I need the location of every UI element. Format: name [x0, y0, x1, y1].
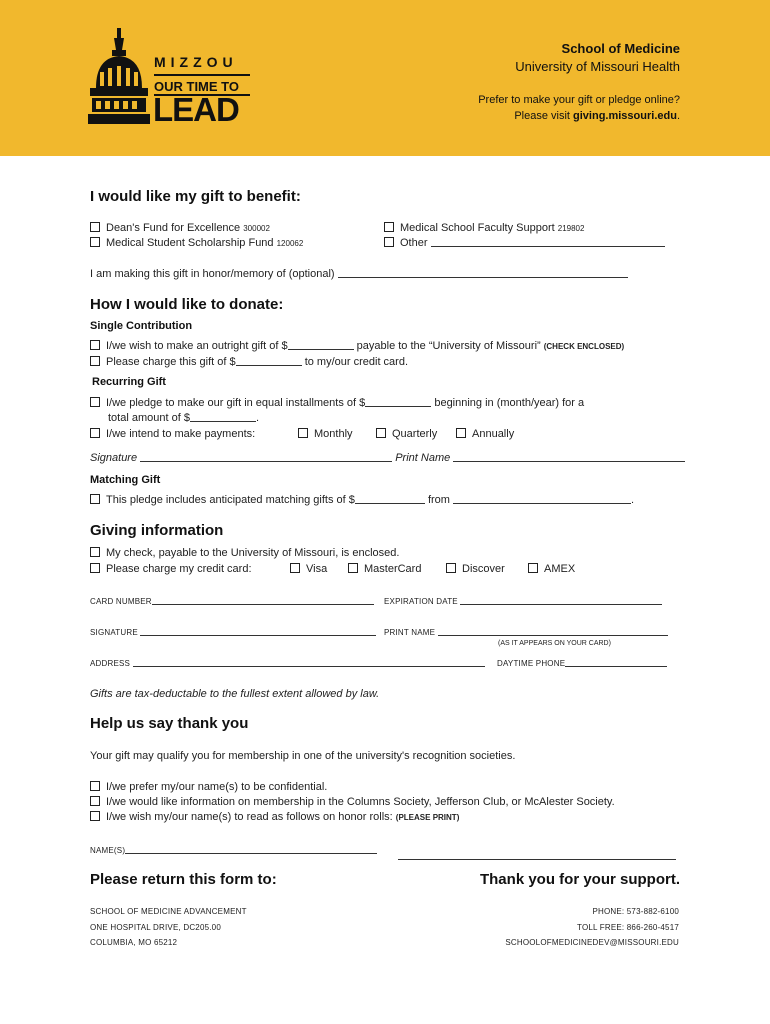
amex-label: AMEX	[544, 563, 576, 575]
visa-option[interactable]	[290, 563, 327, 575]
matching-amount-field[interactable]	[355, 494, 425, 504]
fund-code: 219802	[557, 224, 585, 233]
pledge-option[interactable]	[90, 397, 584, 409]
pledge-begin-label: beginning in (month/year) for a	[434, 397, 585, 409]
mastercard-label: MasterCard	[364, 563, 422, 575]
other-fund-field[interactable]	[431, 237, 665, 247]
pledge-label: I/we pledge to make our gift in equal installments of $	[106, 397, 366, 409]
thank-support-heading: Thank you for your support.	[479, 871, 680, 888]
checkbox[interactable]	[290, 563, 300, 573]
recurring-gift-heading: Recurring Gift	[92, 376, 166, 388]
donate-heading: How I would like to donate:	[90, 296, 284, 313]
payment-frequency-row	[90, 428, 255, 440]
daytime-phone-field[interactable]	[565, 659, 667, 667]
mastercard-option[interactable]	[348, 563, 421, 575]
fund-deans-option[interactable]	[90, 222, 270, 234]
expiration-label: EXPIRATION DATE	[384, 597, 458, 606]
names-field[interactable]	[125, 846, 377, 854]
outright-gift-option[interactable]	[90, 340, 624, 352]
checkbox[interactable]	[90, 781, 100, 791]
matching-gift-heading: Matching Gift	[90, 474, 161, 486]
contact-phone: PHONE: 573-882-6100	[592, 907, 679, 916]
checkbox[interactable]	[384, 222, 394, 232]
honor-line	[90, 268, 628, 280]
daytime-phone-row	[497, 659, 667, 668]
outright-payable: payable to the “University of Missouri”	[356, 340, 541, 352]
checkbox[interactable]	[348, 563, 358, 573]
matching-gift-option[interactable]	[90, 494, 634, 506]
discover-option[interactable]	[446, 563, 505, 575]
membership-info-label: I/we would like information on membership in the Columns Society, Jefferson Club, or McAlester Society.	[106, 796, 615, 808]
amex-option[interactable]	[528, 563, 575, 575]
fund-faculty-option[interactable]	[384, 222, 584, 234]
tax-note: Gifts are tax-deductable to the fullest extent allowed by law.	[90, 688, 380, 700]
school-name: School of Medicine	[561, 41, 680, 56]
charge-amount-field[interactable]	[236, 356, 302, 366]
checkbox[interactable]	[298, 428, 308, 438]
credit-card-option[interactable]	[90, 563, 252, 575]
checkbox[interactable]	[528, 563, 538, 573]
contact-tollfree: TOLL FREE: 866-260-4517	[577, 923, 679, 932]
confidential-label: I/we prefer my/our name(s) to be confidential.	[106, 781, 328, 793]
fund-scholarship-option[interactable]	[90, 237, 303, 249]
charge-suffix: to my/our credit card.	[304, 356, 409, 368]
single-contribution-heading: Single Contribution	[90, 320, 193, 332]
return-address-line1: SCHOOL OF MEDICINE ADVANCEMENT	[90, 907, 247, 916]
fund-label: Medical School Faculty Support	[400, 222, 555, 234]
expiration-field[interactable]	[460, 597, 662, 605]
card-print-name-row	[384, 628, 668, 637]
tagline-top: OUR TIME TO	[154, 79, 239, 94]
return-address-line2: ONE HOSPITAL DRIVE, DC205.00	[90, 923, 221, 932]
checkbox[interactable]	[90, 237, 100, 247]
fund-label: Medical Student Scholarship Fund	[106, 237, 274, 249]
discover-label: Discover	[462, 563, 505, 575]
fund-code: 300002	[243, 224, 270, 233]
expiration-row	[384, 597, 662, 606]
card-signature-field[interactable]	[140, 628, 376, 636]
contact-email-link[interactable]: SCHOOLOFMEDICINEDEV@MISSOURI.EDU	[505, 938, 679, 947]
intend-label: I/we intend to make payments:	[106, 428, 256, 440]
monthly-option[interactable]	[298, 428, 353, 440]
online-prompt	[478, 92, 680, 124]
fund-other-option[interactable]	[384, 237, 665, 249]
matching-label: This pledge includes anticipated matching gifts of $	[106, 494, 355, 506]
benefit-heading: I would like my gift to benefit:	[90, 188, 301, 205]
checkbox[interactable]	[446, 563, 456, 573]
names-field-2-wrap	[398, 846, 676, 864]
check-enclosed-option[interactable]	[90, 547, 399, 559]
address-field[interactable]	[133, 659, 485, 667]
fund-code: 120062	[276, 239, 304, 248]
pledge-signature-field[interactable]	[140, 452, 392, 462]
giving-info-heading: Giving information	[90, 522, 224, 539]
confidential-option[interactable]	[90, 781, 327, 793]
honor-field[interactable]	[338, 268, 628, 278]
annually-option[interactable]	[456, 428, 514, 440]
thank-you-heading: Help us say thank you	[90, 715, 249, 732]
checkbox[interactable]	[384, 237, 394, 247]
fund-label: Other	[400, 237, 428, 249]
checkbox[interactable]	[90, 222, 100, 232]
honor-roll-label: I/we wish my/our name(s) to read as follows on honor rolls:	[106, 811, 393, 823]
check-enclosed-note: (CHECK ENCLOSED)	[543, 342, 625, 351]
annually-label: Annually	[472, 428, 515, 440]
university-name: University of Missouri Health	[515, 59, 680, 74]
card-signature-row	[90, 628, 376, 637]
checkbox[interactable]	[90, 547, 100, 557]
card-print-name-label: PRINT NAME	[384, 628, 436, 637]
outright-amount-field[interactable]	[288, 340, 354, 350]
header-band	[0, 0, 770, 156]
names-row	[90, 846, 377, 855]
pledge-signature-row	[90, 452, 685, 464]
fund-label: Dean's Fund for Excellence	[106, 222, 241, 234]
matching-company-field[interactable]	[453, 494, 631, 504]
charge-gift-option[interactable]	[90, 356, 408, 368]
brand-word: MIZZOU	[154, 54, 238, 70]
return-heading: Please return this form to:	[90, 871, 277, 888]
matching-from-label: from	[427, 494, 450, 506]
header-info	[478, 40, 680, 124]
checkbox[interactable]	[90, 796, 100, 806]
brand-rule	[154, 74, 250, 76]
pledge-total-period: .	[255, 412, 260, 424]
pledge-print-name-field[interactable]	[453, 452, 685, 462]
names-label: NAME(S)	[90, 846, 126, 855]
honor-roll-option[interactable]	[90, 811, 459, 823]
card-number-row	[90, 597, 374, 606]
pledge-total-line	[108, 412, 259, 424]
membership-info-option[interactable]	[90, 796, 615, 808]
checkbox[interactable]	[376, 428, 386, 438]
names-field-2[interactable]	[398, 852, 676, 860]
giving-url-link[interactable]: giving.missouri.edu	[573, 110, 677, 122]
monthly-label: Monthly	[314, 428, 353, 440]
return-address-line3: COLUMBIA, MO 65212	[90, 938, 178, 947]
card-number-label: CARD NUMBER	[90, 597, 152, 606]
online-prompt-line: Prefer to make your gift or pledge online?	[478, 94, 680, 106]
matching-period: .	[631, 494, 635, 506]
visa-label: Visa	[306, 563, 328, 575]
print-name-label: Print Name	[395, 452, 451, 464]
signature-label: Signature	[90, 452, 138, 464]
as-appears-note: (AS IT APPEARS ON YOUR CARD)	[498, 640, 611, 647]
daytime-phone-label: DAYTIME PHONE	[497, 659, 566, 668]
pledge-total-label: total amount of $	[108, 412, 190, 424]
checkbox[interactable]	[456, 428, 466, 438]
pledge-installment-field[interactable]	[365, 397, 431, 407]
charge-label: Please charge this gift of $	[106, 356, 236, 368]
quarterly-option[interactable]	[376, 428, 437, 440]
card-number-field[interactable]	[152, 597, 374, 605]
check-enclosed-label: My check, payable to the University of Missouri, is enclosed.	[106, 547, 400, 559]
checkbox[interactable]	[90, 356, 100, 366]
checkbox[interactable]	[90, 428, 100, 438]
visit-prefix: Please visit	[514, 110, 574, 122]
quarterly-label: Quarterly	[392, 428, 438, 440]
checkbox[interactable]	[90, 494, 100, 504]
card-signature-label: SIGNATURE	[90, 628, 138, 637]
checkbox[interactable]	[90, 563, 100, 573]
visit-suffix: .	[676, 110, 680, 122]
credit-card-label: Please charge my credit card:	[106, 563, 252, 575]
checkbox[interactable]	[90, 397, 100, 407]
please-print-note: (PLEASE PRINT)	[395, 813, 460, 822]
card-print-name-field[interactable]	[438, 628, 668, 636]
checkbox[interactable]	[90, 340, 100, 350]
recognition-intro: Your gift may qualify you for membership in one of the university's recognition societies.	[90, 750, 516, 762]
address-label: ADDRESS	[90, 659, 131, 668]
visit-line	[478, 108, 680, 124]
address-row	[90, 659, 485, 668]
checkbox[interactable]	[90, 811, 100, 821]
tagline-big: LEAD	[153, 91, 239, 128]
outright-label: I/we wish to make an outright gift of $	[106, 340, 288, 352]
columns-dome-logo	[86, 28, 152, 130]
honor-label: I am making this gift in honor/memory of (optional)	[90, 268, 335, 280]
pledge-total-field[interactable]	[190, 412, 256, 422]
